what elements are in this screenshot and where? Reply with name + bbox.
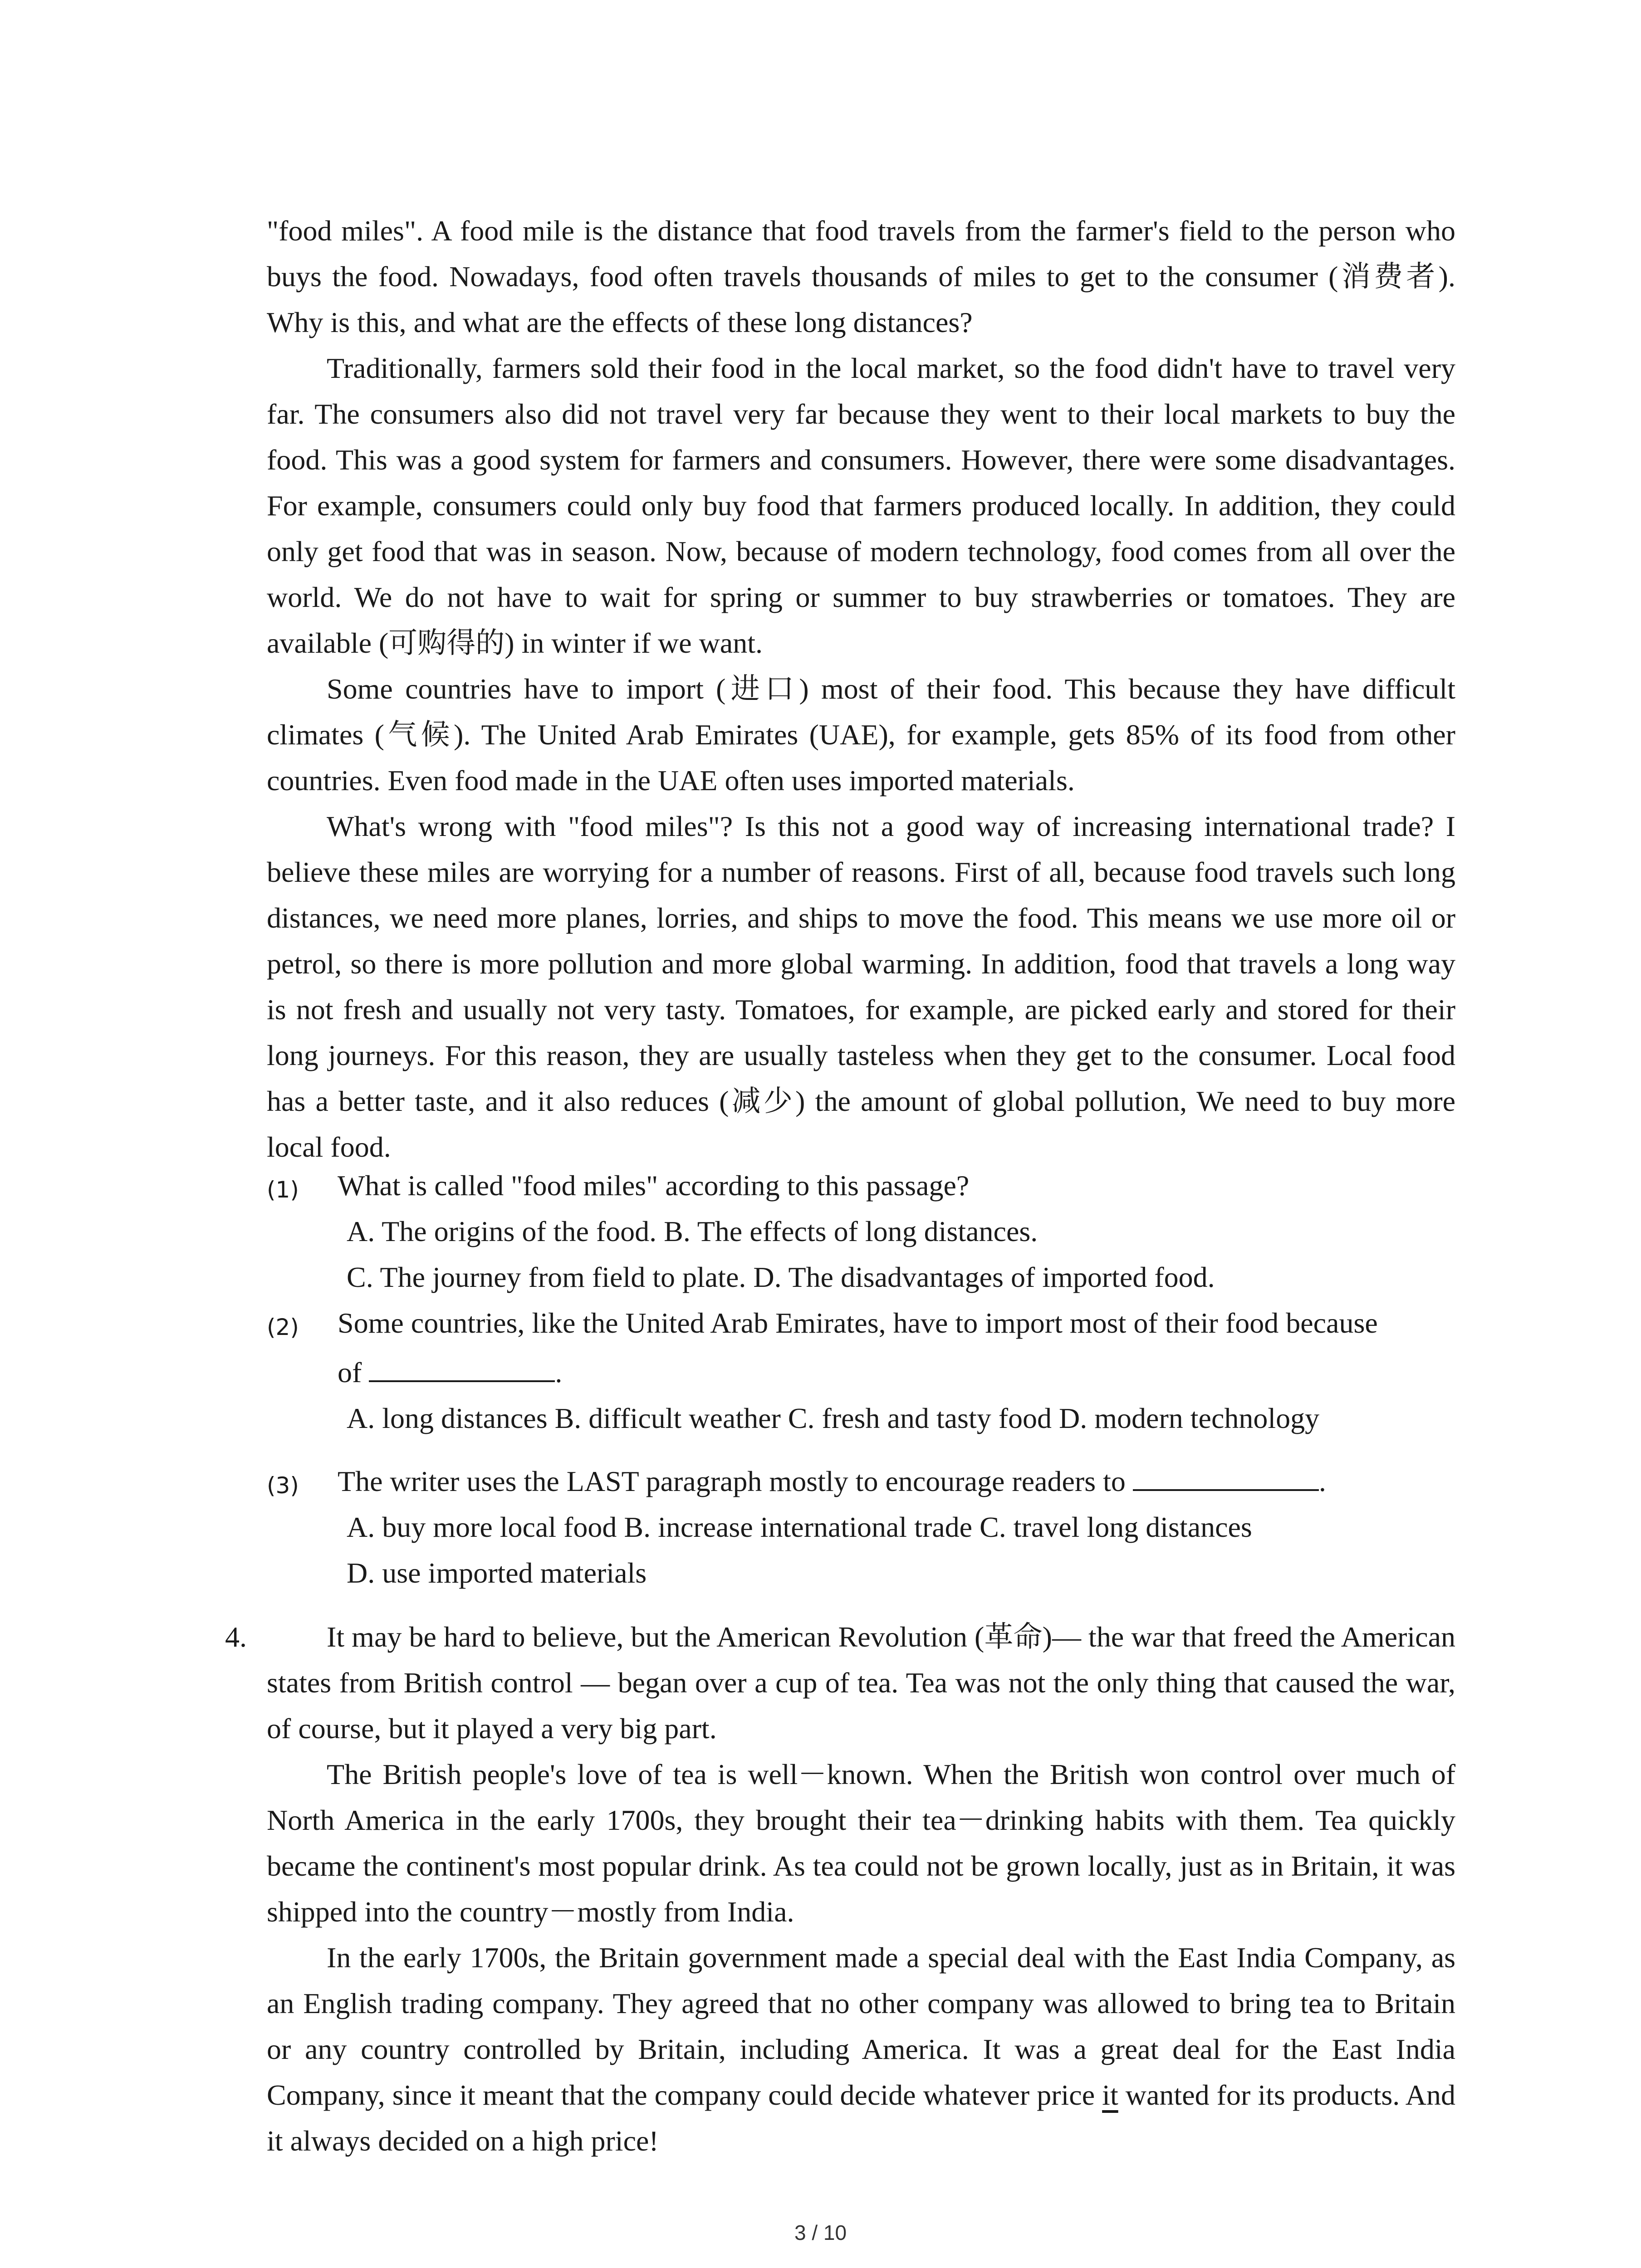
question-text: What is called "food miles" according to this passage? — [338, 1169, 970, 1202]
passage-4-paragraph-2: The British people's love of tea is well－known. When the British won control over much of North America in the early 1700s, they brought their tea－drinking habits with them. Tea quickly became the continent's most popular drink. As tea could not be grown locally, just as in Britain, it was shipped into the country－mostly from India. — [267, 1758, 1455, 1928]
question-number: (1) — [267, 1177, 299, 1203]
underlined-word: it — [1102, 2079, 1118, 2111]
passage-3 — [267, 208, 1455, 1170]
question-options-line-1: A. long distances B. difficult weather C. fresh and tasty food D. modern technology — [347, 1402, 1320, 1434]
passage-3-paragraph-1: "food miles". A food mile is the distance that food travels from the farmer's field to the person who buys the food. Nowadays, food often travels thousands of miles to get to the consumer (消费者). Why is this, and what are the effects of these long distances? — [267, 215, 1455, 338]
question-2 — [267, 1300, 1455, 1437]
passage-4-paragraph-3: In the early 1700s, the Britain government made a special deal with the East India Company, as an English trading company. They agreed that no other company was allowed to bring tea to Britain or any country controlled by Britain, including America. It was a great deal for the East India Company, since it meant that the company could decide whatever price it wanted for its products. And it always decided on a high price! — [267, 1941, 1456, 2157]
question-options-line-1: A. buy more local food B. increase international trade C. travel long distances — [347, 1511, 1252, 1543]
answer-blank — [1133, 1462, 1319, 1491]
passage-4-number: 4. — [225, 1621, 247, 1653]
question-options-line-2: D. use imported materials — [347, 1557, 647, 1589]
page-number: 3 / 10 — [794, 2221, 847, 2244]
question-number: (3) — [267, 1472, 299, 1499]
question-number: (2) — [267, 1314, 299, 1340]
question-text-continued: of . — [338, 1349, 1458, 1395]
answer-blank — [369, 1353, 555, 1382]
question-1 — [267, 1163, 1455, 1300]
question-text: The writer uses the LAST paragraph mostly to encourage readers to . — [338, 1458, 1458, 1504]
question-3 — [267, 1458, 1455, 1596]
passage-4-paragraph-1: It may be hard to believe, but the American Revolution (革命)— the war that freed the American states from British control — began over a cup of tea. Tea was not the only thing that caused the war, of course, but it played a very big part. — [267, 1621, 1455, 1745]
passage-3-paragraph-3: Some countries have to import (进口) most of their food. This because they have difficult climates (气候). The United Arab Emirates (UAE), for example, gets 85% of its food from other countries. Even food made in the UAE often uses imported materials. — [267, 673, 1455, 797]
question-options-line-1: A. The origins of the food. B. The effects of long distances. — [347, 1215, 1038, 1247]
passage-3-paragraph-4: What's wrong with "food miles"? Is this not a good way of increasing international trade? I believe these miles are worrying for a number of reasons. First of all, because food travels such long distances, we need more planes, lorries, and ships to move the food. This means we use more oil or petrol, so there is more pollution and more global warming. In addition, food that travels a long way is not fresh and usually not very tasty. Tomatoes, for example, are picked early and stored for their long journeys. For this reason, they are usually tasteless when they get to the consumer. Local food has a better taste, and it also reduces (减少) the amount of global pollution, We need to buy more local food. — [267, 810, 1455, 1163]
passage-3-paragraph-2: Traditionally, farmers sold their food in the local market, so the food didn't have to travel very far. The consumers also did not travel very far because they went to their local markets to buy the food. This was a good system for farmers and consumers. However, there were some disadvantages. For example, consumers could only buy food that farmers produced locally. In addition, they could only get food that was in season. Now, because of modern technology, food comes from all over the world. We do not have to wait for spring or summer to buy strawberries or tomatoes. They are available (可购得的) in winter if we want. — [267, 352, 1455, 659]
question-options-line-2: C. The journey from field to plate. D. The disadvantages of imported food. — [347, 1261, 1215, 1293]
passage-4 — [267, 1614, 1455, 2164]
question-text: Some countries, like the United Arab Emirates, have to import most of their food because — [338, 1307, 1378, 1339]
